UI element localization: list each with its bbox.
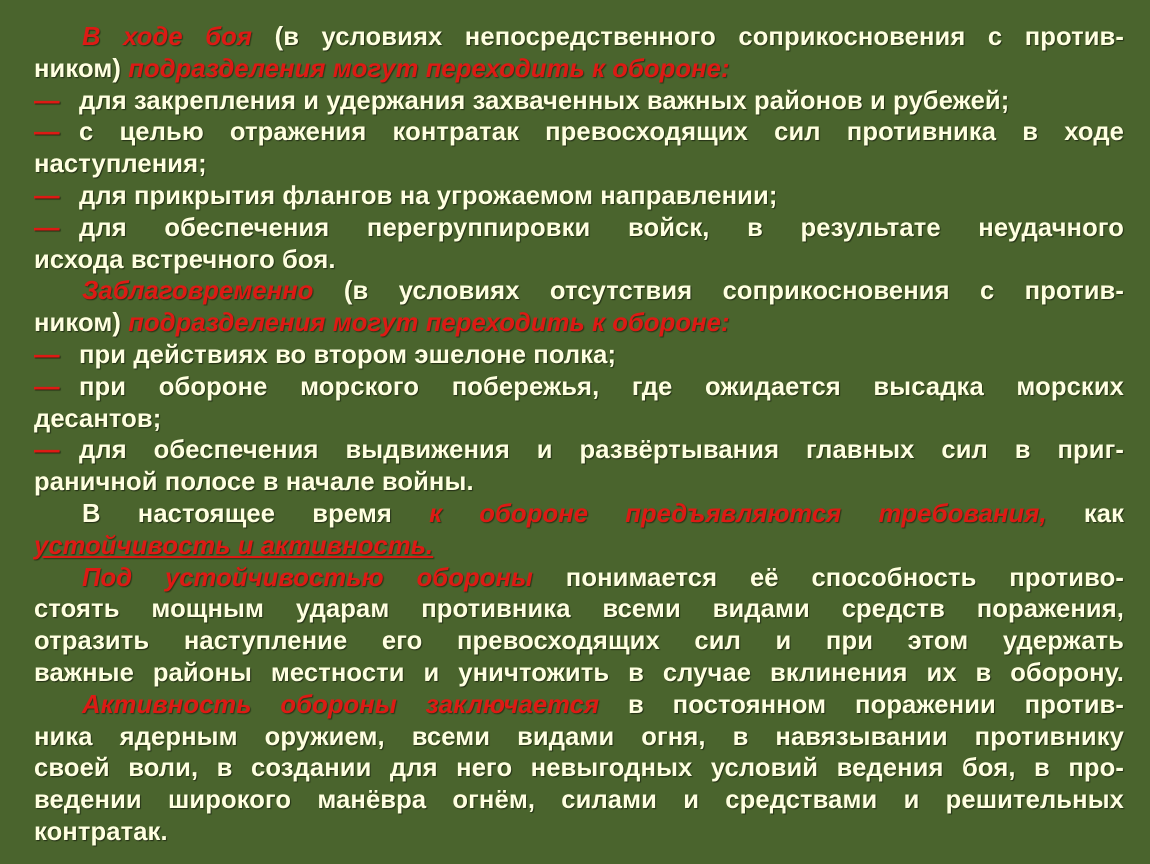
body-text: для обеспечения перегруппировки войск, в результате неудачного: [79, 213, 1124, 242]
text-line: [34, 690, 1124, 722]
body-text: своей воли, в создании для него невыгодных условий ведения боя, в про-: [34, 754, 1124, 783]
bullet-dash-icon: [34, 213, 79, 245]
text-line: [34, 276, 1124, 308]
bullet-line: [34, 372, 1124, 404]
body-text: для закрепления и удержания захваченных важных районов и рубежей;: [79, 86, 1010, 115]
text-line: [34, 149, 1124, 181]
highlight-text: Заблаговременно: [82, 277, 314, 306]
bullet-dash-icon: [34, 372, 79, 404]
body-text: (в условиях непосредственного соприкосновения с против-: [252, 23, 1125, 51]
highlight-text: устойчивость и активность.: [34, 531, 434, 560]
text-line: [34, 22, 1124, 54]
text-line: [34, 467, 1124, 499]
text-line: [34, 531, 1124, 563]
highlight-text: к обороне предъявляются требования,: [429, 499, 1047, 528]
text-line: [34, 753, 1124, 785]
highlight-text: подразделения могут переходить к обороне:: [128, 309, 730, 338]
body-text: важные районы местности и уничтожить в случае вклинения их в оборону.: [34, 658, 1124, 687]
body-text: при обороне морского побережья, где ожидается высадка морских: [79, 372, 1124, 401]
text-line: [34, 404, 1124, 436]
text-line: [34, 308, 1124, 340]
body-text: исхода встречного боя.: [34, 245, 336, 274]
body-text: В настоящее время: [82, 499, 430, 528]
body-text: десантов;: [34, 404, 162, 433]
bullet-dash-icon: [34, 117, 79, 149]
bullet-line: [34, 213, 1124, 245]
body-text: (в условиях отсутствия соприкосновения с против-: [313, 277, 1124, 306]
text-line: [34, 722, 1124, 754]
bullet-line: [34, 340, 1124, 372]
body-text: как: [1046, 499, 1124, 528]
bullet-line: [34, 435, 1124, 467]
text-line: [34, 658, 1124, 690]
body-text: ника ядерным оружием, всеми видами огня, в навязывании противнику: [34, 722, 1124, 751]
text-line: [34, 499, 1124, 531]
body-text: контратак.: [34, 817, 168, 846]
body-text: стоять мощным ударам противника всеми видами средств поражения,: [34, 595, 1124, 624]
text-line: [34, 626, 1124, 658]
text-line: [34, 817, 1124, 849]
text-line: [34, 245, 1124, 277]
highlight-text: Активность обороны заключается: [82, 690, 600, 719]
text-line: [34, 785, 1124, 817]
body-text: отразить наступление его превосходящих сил и при этом удержать: [34, 627, 1124, 656]
body-text: с целью отражения контратак превосходящих сил противника в ходе: [79, 118, 1124, 147]
bullet-dash-icon: [34, 181, 79, 213]
body-text: ником): [34, 54, 129, 83]
body-text: при действиях во втором эшелоне полка;: [79, 340, 617, 369]
slide-text: [34, 22, 1124, 849]
highlight-text: В ходе боя: [82, 23, 253, 51]
text-line: [34, 54, 1124, 86]
highlight-text: Под устойчивостью обороны: [82, 563, 533, 592]
bullet-line: [34, 117, 1124, 149]
bullet-dash-icon: [34, 435, 79, 467]
body-text: для обеспечения выдвижения и развёртывания главных сил в приг-: [79, 436, 1124, 465]
bullet-line: [34, 86, 1124, 118]
body-text: ником): [34, 309, 129, 338]
text-line: [34, 594, 1124, 626]
bullet-dash-icon: [34, 86, 79, 118]
bullet-line: [34, 181, 1124, 213]
body-text: понимается её способность противо-: [532, 563, 1124, 592]
body-text: ведении широкого манёвра огнём, силами и средствами и решительных: [34, 786, 1124, 815]
body-text: наступления;: [34, 150, 207, 179]
body-text: раничной полосе в начале войны.: [34, 468, 474, 497]
body-text: для прикрытия флангов на угрожаемом направлении;: [79, 181, 778, 210]
body-text: в постоянном поражении против-: [599, 690, 1124, 719]
bullet-dash-icon: [34, 340, 79, 372]
highlight-text: подразделения могут переходить к обороне:: [128, 54, 730, 83]
text-line: [34, 563, 1124, 595]
